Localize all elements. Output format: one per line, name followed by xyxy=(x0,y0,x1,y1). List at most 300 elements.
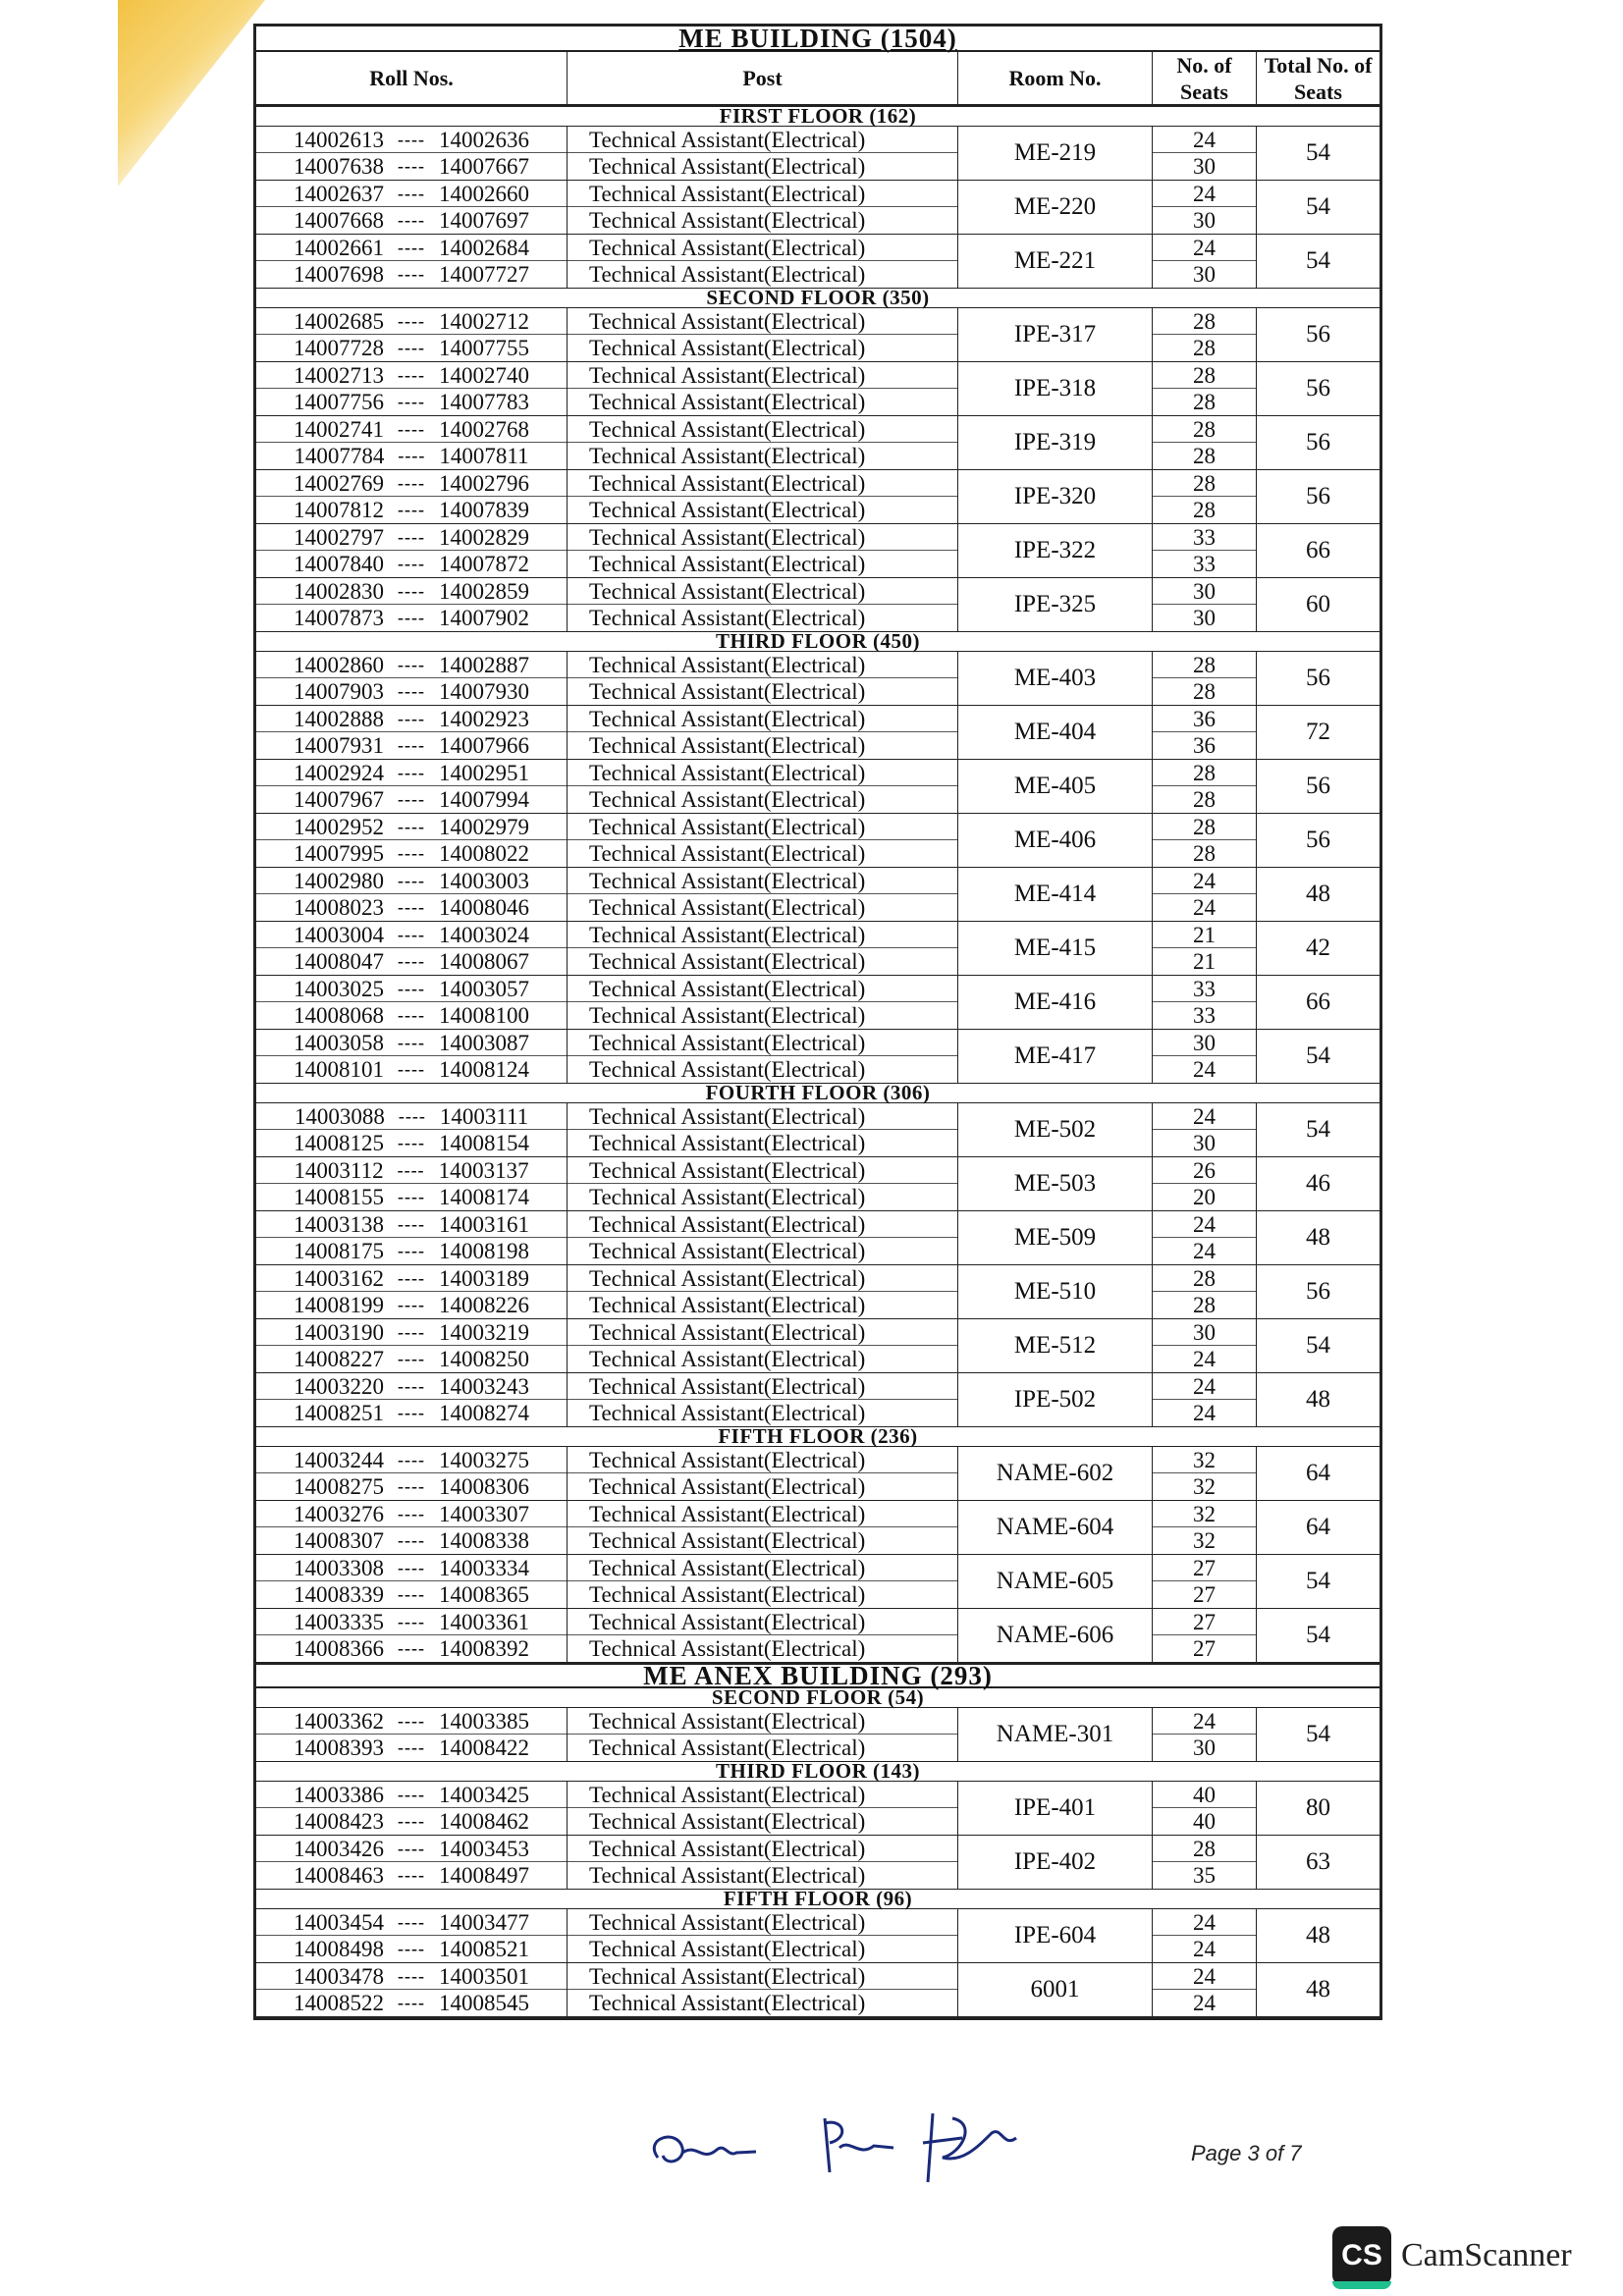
table-header xyxy=(256,52,1380,107)
roll-to: 14002829 xyxy=(438,524,529,550)
room-header: Room No. xyxy=(958,52,1153,104)
seats-cell xyxy=(1153,1373,1257,1426)
post-name: Technical Assistant(Electrical) xyxy=(568,1373,957,1400)
room-group xyxy=(256,760,1380,814)
room-number: IPE-604 xyxy=(958,1909,1153,1962)
room-number: IPE-319 xyxy=(958,416,1153,469)
roll-range xyxy=(256,1527,567,1554)
room-group xyxy=(256,416,1380,470)
roll-from: 14007873 xyxy=(294,606,384,630)
range-dash: ---- xyxy=(398,1911,425,1932)
post-name: Technical Assistant(Electrical) xyxy=(568,416,957,443)
post-cell xyxy=(568,922,958,975)
range-dash: ---- xyxy=(398,1476,425,1496)
post-name: Technical Assistant(Electrical) xyxy=(589,949,866,974)
post-cell xyxy=(568,1447,958,1500)
post-cell xyxy=(568,706,958,759)
total-seats: 54 xyxy=(1306,1568,1330,1594)
roll-cell xyxy=(256,416,568,469)
roll-from: 14002952 xyxy=(294,814,384,839)
range-dash: ---- xyxy=(398,1811,425,1831)
post-name: Technical Assistant(Electrical) xyxy=(589,787,866,812)
total-seats: 56 xyxy=(1306,321,1330,347)
roll-from: 14008522 xyxy=(294,1991,384,2015)
range-dash: ---- xyxy=(398,708,425,728)
roll-from: 14002637 xyxy=(294,181,384,206)
seat-count: 28 xyxy=(1153,814,1256,840)
roll-cell xyxy=(256,1555,568,1608)
seats-cell xyxy=(1153,1909,1257,1962)
roll-to: 14008365 xyxy=(438,1582,529,1607)
roll-range xyxy=(256,1990,567,2016)
post-cell xyxy=(568,1501,958,1554)
range-dash: ---- xyxy=(398,1939,425,1958)
roll-range xyxy=(256,1002,567,1029)
range-dash: ---- xyxy=(398,1267,425,1288)
roll-range xyxy=(256,814,567,840)
total-seats: 80 xyxy=(1306,1794,1330,1821)
roll-to: 14003003 xyxy=(438,868,529,893)
room-number: ME-512 xyxy=(958,1319,1153,1372)
range-dash: ---- xyxy=(398,1105,426,1126)
roll-range xyxy=(256,1184,567,1210)
roll-from: 14003025 xyxy=(294,976,384,1001)
seat-count: 30 xyxy=(1193,208,1216,233)
roll-range xyxy=(256,1862,567,1889)
range-dash: ---- xyxy=(398,1005,425,1025)
roll-to: 14008226 xyxy=(438,1293,529,1317)
post-name: Technical Assistant(Electrical) xyxy=(568,1447,957,1473)
roll-to: 14003307 xyxy=(438,1501,529,1526)
roll-from: 14003454 xyxy=(294,1909,384,1935)
roll-from: 14008047 xyxy=(294,949,384,974)
seats-cell xyxy=(1153,922,1257,975)
roll-range xyxy=(256,1581,567,1608)
room-number: ME-219 xyxy=(958,127,1153,180)
range-dash: ---- xyxy=(398,1187,425,1206)
room-number: IPE-318 xyxy=(958,362,1153,415)
seat-count: 33 xyxy=(1153,524,1256,551)
post-cell xyxy=(568,1030,958,1083)
roll-from: 14002980 xyxy=(294,868,384,893)
seat-count: 28 xyxy=(1193,498,1216,522)
seats-cell xyxy=(1153,1319,1257,1372)
room-group xyxy=(256,181,1380,235)
roll-from: 14003478 xyxy=(294,1963,384,1989)
seats-cell xyxy=(1153,416,1257,469)
post-cell xyxy=(568,1836,958,1889)
seat-count: 24 xyxy=(1153,1211,1256,1238)
range-dash: ---- xyxy=(398,1584,425,1604)
range-dash: ---- xyxy=(398,1965,425,1986)
seats-cell xyxy=(1153,181,1257,234)
seat-count: 21 xyxy=(1153,922,1256,948)
range-dash: ---- xyxy=(398,843,425,863)
roll-cell xyxy=(256,524,568,577)
roll-range xyxy=(256,706,567,732)
range-dash: ---- xyxy=(398,264,425,284)
post-name: Technical Assistant(Electrical) xyxy=(589,444,866,468)
total-seats: 48 xyxy=(1306,1976,1330,2002)
roll-from: 14008307 xyxy=(294,1528,384,1553)
post-name: Technical Assistant(Electrical) xyxy=(568,868,957,894)
roll-from: 14008498 xyxy=(294,1937,384,1961)
seat-count: 28 xyxy=(1153,1265,1256,1292)
roll-range xyxy=(256,732,567,759)
room-number: ME-509 xyxy=(958,1211,1153,1264)
room-group xyxy=(256,922,1380,976)
room-group xyxy=(256,235,1380,289)
seat-count: 40 xyxy=(1153,1782,1256,1808)
post-name: Technical Assistant(Electrical) xyxy=(589,1735,866,1760)
seat-count: 27 xyxy=(1153,1609,1256,1635)
seat-count: 24 xyxy=(1153,181,1256,207)
range-dash: ---- xyxy=(398,924,425,944)
room-group xyxy=(256,1265,1380,1319)
room-number: NAME-604 xyxy=(958,1501,1153,1554)
seat-count: 28 xyxy=(1193,390,1216,414)
seat-count: 20 xyxy=(1193,1185,1216,1209)
roll-to: 14008521 xyxy=(438,1937,529,1961)
seat-count: 32 xyxy=(1193,1474,1216,1499)
room-group xyxy=(256,1103,1380,1157)
post-name: Technical Assistant(Electrical) xyxy=(589,1991,866,2015)
roll-range xyxy=(256,868,567,894)
roll-range xyxy=(256,389,567,415)
roll-cell xyxy=(256,1501,568,1554)
post-cell xyxy=(568,1909,958,1962)
seat-count: 33 xyxy=(1193,1003,1216,1028)
range-dash: ---- xyxy=(398,762,425,782)
seats-cell xyxy=(1153,652,1257,705)
range-dash: ---- xyxy=(398,156,425,176)
roll-cell xyxy=(256,1373,568,1426)
post-name: Technical Assistant(Electrical) xyxy=(589,208,866,233)
post-name: Technical Assistant(Electrical) xyxy=(589,606,866,630)
roll-from: 14008101 xyxy=(294,1057,384,1082)
roll-to: 14003453 xyxy=(438,1836,529,1861)
roll-from: 14007698 xyxy=(294,262,384,287)
seat-count: 30 xyxy=(1193,154,1216,179)
seat-count: 24 xyxy=(1193,1347,1216,1371)
roll-to: 14002887 xyxy=(438,652,529,677)
roll-to: 14003057 xyxy=(438,976,529,1001)
total-seats: 56 xyxy=(1306,665,1330,691)
room-group xyxy=(256,814,1380,868)
roll-from: 14008251 xyxy=(294,1401,384,1425)
roll-from: 14007967 xyxy=(294,787,384,812)
roll-to: 14002979 xyxy=(438,814,529,839)
seat-count: 28 xyxy=(1153,362,1256,389)
roll-cell xyxy=(256,1963,568,2016)
roll-range xyxy=(256,497,567,523)
post-name: Technical Assistant(Electrical) xyxy=(568,470,957,497)
room-number: IPE-317 xyxy=(958,308,1153,361)
range-dash: ---- xyxy=(398,237,425,257)
post-name: Technical Assistant(Electrical) xyxy=(568,1501,957,1527)
seat-count: 24 xyxy=(1193,1239,1216,1263)
range-dash: ---- xyxy=(398,1784,425,1804)
roll-from: 14002888 xyxy=(294,706,384,731)
seat-plan-table xyxy=(253,24,1382,2020)
post-name: Technical Assistant(Electrical) xyxy=(568,706,957,732)
roll-header: Roll Nos. xyxy=(256,52,568,104)
total-seats: 42 xyxy=(1306,934,1330,961)
room-group xyxy=(256,652,1380,706)
roll-range xyxy=(256,1030,567,1056)
total-seats: 56 xyxy=(1306,827,1330,853)
roll-cell xyxy=(256,470,568,523)
room-group xyxy=(256,1157,1380,1211)
roll-to: 14008306 xyxy=(438,1474,529,1499)
roll-to: 14002859 xyxy=(438,578,529,604)
roll-from: 14008125 xyxy=(294,1131,384,1155)
roll-from: 14002661 xyxy=(294,235,384,260)
range-dash: ---- xyxy=(398,183,425,203)
roll-from: 14007668 xyxy=(294,208,384,233)
seat-count: 28 xyxy=(1153,760,1256,786)
range-dash: ---- xyxy=(398,1213,425,1234)
roll-from: 14002685 xyxy=(294,308,384,334)
roll-range xyxy=(256,181,567,207)
range-dash: ---- xyxy=(398,210,425,230)
roll-range xyxy=(256,362,567,389)
roll-from: 14003244 xyxy=(294,1447,384,1472)
post-name: Technical Assistant(Electrical) xyxy=(589,1239,866,1263)
roll-to: 14008124 xyxy=(438,1057,529,1082)
seat-count: 24 xyxy=(1193,1937,1216,1961)
room-group xyxy=(256,578,1380,632)
seat-count: 24 xyxy=(1153,1103,1256,1130)
roll-range xyxy=(256,551,567,577)
seats-cell xyxy=(1153,1157,1257,1210)
seat-count: 30 xyxy=(1153,1030,1256,1056)
post-name: Technical Assistant(Electrical) xyxy=(589,1937,866,1961)
total-seats: 46 xyxy=(1306,1170,1330,1197)
roll-from: 14008275 xyxy=(294,1474,384,1499)
roll-from: 14002613 xyxy=(294,127,384,152)
range-dash: ---- xyxy=(398,1032,425,1052)
roll-to: 14002740 xyxy=(438,362,529,388)
roll-cell xyxy=(256,1265,568,1318)
post-name: Technical Assistant(Electrical) xyxy=(589,1057,866,1082)
seat-count: 24 xyxy=(1153,127,1256,153)
camscanner-logo: CS xyxy=(1332,2226,1391,2285)
post-name: Technical Assistant(Electrical) xyxy=(589,1636,866,1661)
room-group xyxy=(256,1609,1380,1663)
roll-to: 14008250 xyxy=(438,1347,529,1371)
range-dash: ---- xyxy=(398,1059,425,1079)
post-cell xyxy=(568,1265,958,1318)
range-dash: ---- xyxy=(398,1530,425,1550)
room-number: 6001 xyxy=(958,1963,1153,2016)
post-name: Technical Assistant(Electrical) xyxy=(568,1030,957,1056)
post-name: Technical Assistant(Electrical) xyxy=(568,235,957,261)
room-number: ME-405 xyxy=(958,760,1153,813)
roll-from: 14007784 xyxy=(294,444,385,468)
roll-range xyxy=(256,1808,567,1835)
floor-title: FIRST FLOOR (162) xyxy=(256,107,1380,127)
room-number: NAME-602 xyxy=(958,1447,1153,1500)
post-name: Technical Assistant(Electrical) xyxy=(589,895,866,920)
range-dash: ---- xyxy=(398,816,425,836)
room-group xyxy=(256,706,1380,760)
room-group xyxy=(256,976,1380,1030)
range-dash: ---- xyxy=(398,364,425,385)
range-dash: ---- xyxy=(398,446,426,465)
post-name: Technical Assistant(Electrical) xyxy=(568,976,957,1002)
seats-cell xyxy=(1153,814,1257,867)
roll-cell xyxy=(256,1211,568,1264)
total-seats: 60 xyxy=(1306,591,1330,617)
roll-to: 14007839 xyxy=(438,498,529,522)
post-name: Technical Assistant(Electrical) xyxy=(568,1555,957,1581)
roll-range xyxy=(256,235,567,261)
roll-to: 14008100 xyxy=(438,1003,529,1028)
roll-range xyxy=(256,840,567,867)
range-dash: ---- xyxy=(398,1403,425,1422)
room-group xyxy=(256,1708,1380,1762)
range-dash: ---- xyxy=(398,1321,425,1342)
roll-from: 14007638 xyxy=(294,154,384,179)
roll-range xyxy=(256,1473,567,1500)
roll-from: 14008366 xyxy=(294,1636,384,1661)
room-number: ME-403 xyxy=(958,652,1153,705)
seats-cell xyxy=(1153,760,1257,813)
range-dash: ---- xyxy=(398,1241,425,1260)
roll-range xyxy=(256,1400,567,1426)
total-seats: 56 xyxy=(1306,773,1330,799)
seat-count: 30 xyxy=(1153,1319,1256,1346)
roll-range xyxy=(256,308,567,335)
roll-from: 14008423 xyxy=(294,1809,384,1834)
roll-from: 14003088 xyxy=(294,1103,385,1129)
range-dash: ---- xyxy=(398,1611,425,1631)
floor-title: THIRD FLOOR (450) xyxy=(256,632,1380,652)
room-number: IPE-502 xyxy=(958,1373,1153,1426)
post-cell xyxy=(568,127,958,180)
range-dash: ---- xyxy=(398,310,425,331)
roll-to: 14002923 xyxy=(438,706,529,731)
range-dash: ---- xyxy=(398,500,425,519)
roll-cell xyxy=(256,1030,568,1083)
range-dash: ---- xyxy=(398,1638,425,1658)
room-number: IPE-401 xyxy=(958,1782,1153,1835)
seat-count: 28 xyxy=(1153,652,1256,678)
range-dash: ---- xyxy=(398,1349,425,1368)
post-name: Technical Assistant(Electrical) xyxy=(589,1401,866,1425)
seat-count: 24 xyxy=(1153,235,1256,261)
post-cell xyxy=(568,308,958,361)
roll-to: 14003111 xyxy=(439,1103,529,1129)
room-group xyxy=(256,1909,1380,1963)
roll-cell xyxy=(256,308,568,361)
room-number: NAME-606 xyxy=(958,1609,1153,1662)
seat-count: 28 xyxy=(1153,416,1256,443)
roll-to: 14002660 xyxy=(438,181,529,206)
range-dash: ---- xyxy=(398,526,425,547)
post-name: Technical Assistant(Electrical) xyxy=(568,127,957,153)
roll-to: 14007902 xyxy=(438,606,529,630)
post-name: Technical Assistant(Electrical) xyxy=(568,1708,957,1735)
seat-count: 28 xyxy=(1193,1293,1216,1317)
roll-range xyxy=(256,1735,567,1761)
seats-header: No. of Seats xyxy=(1153,52,1257,104)
roll-to: 14003161 xyxy=(438,1211,529,1237)
roll-range xyxy=(256,760,567,786)
roll-from: 14007903 xyxy=(294,679,384,704)
room-number: ME-416 xyxy=(958,976,1153,1029)
roll-to: 14007994 xyxy=(438,787,529,812)
post-name: Technical Assistant(Electrical) xyxy=(568,1157,957,1184)
floor-title: FIFTH FLOOR (96) xyxy=(256,1890,1380,1909)
total-seats: 48 xyxy=(1306,1224,1330,1251)
camscanner-watermark xyxy=(1332,2226,1572,2285)
seat-count: 24 xyxy=(1193,1991,1216,2015)
seat-count: 24 xyxy=(1193,1057,1216,1082)
seat-count: 26 xyxy=(1153,1157,1256,1184)
roll-to: 14003501 xyxy=(438,1963,529,1989)
roll-range xyxy=(256,1319,567,1346)
post-name: Technical Assistant(Electrical) xyxy=(568,1782,957,1808)
roll-cell xyxy=(256,1708,568,1761)
roll-from: 14007756 xyxy=(294,390,384,414)
post-name: Technical Assistant(Electrical) xyxy=(589,498,866,522)
post-name: Technical Assistant(Electrical) xyxy=(589,1131,866,1155)
roll-range xyxy=(256,1936,567,1962)
roll-to: 14008497 xyxy=(438,1863,529,1888)
total-seats: 64 xyxy=(1306,1460,1330,1486)
roll-to: 14008154 xyxy=(438,1131,529,1155)
roll-range xyxy=(256,1211,567,1238)
post-cell xyxy=(568,1963,958,2016)
roll-from: 14003362 xyxy=(294,1708,384,1734)
seat-count: 28 xyxy=(1193,679,1216,704)
roll-to: 14007697 xyxy=(438,208,529,233)
roll-from: 14008068 xyxy=(294,1003,384,1028)
range-dash: ---- xyxy=(398,580,425,601)
post-name: Technical Assistant(Electrical) xyxy=(589,1863,866,1888)
roll-range xyxy=(256,1346,567,1372)
post-cell xyxy=(568,814,958,867)
roll-to: 14008338 xyxy=(438,1528,529,1553)
seat-count: 27 xyxy=(1193,1582,1216,1607)
roll-to: 14007966 xyxy=(438,733,529,758)
total-seats: 54 xyxy=(1306,1042,1330,1069)
roll-to: 14008274 xyxy=(438,1401,529,1425)
post-cell xyxy=(568,181,958,234)
roll-from: 14003112 xyxy=(294,1157,384,1183)
total-seats: 66 xyxy=(1306,537,1330,563)
seat-count: 24 xyxy=(1153,1909,1256,1936)
roll-from: 14003335 xyxy=(294,1609,384,1634)
range-dash: ---- xyxy=(398,418,425,439)
roll-to: 14002712 xyxy=(438,308,529,334)
roll-from: 14008155 xyxy=(294,1185,384,1209)
roll-range xyxy=(256,1555,567,1581)
roll-to: 14007872 xyxy=(438,552,529,576)
room-group xyxy=(256,1963,1380,2017)
roll-cell xyxy=(256,868,568,921)
post-name: Technical Assistant(Electrical) xyxy=(568,1319,957,1346)
room-group xyxy=(256,308,1380,362)
range-dash: ---- xyxy=(398,1993,425,2012)
roll-to: 14003243 xyxy=(438,1373,529,1399)
post-name: Technical Assistant(Electrical) xyxy=(568,181,957,207)
seats-cell xyxy=(1153,1030,1257,1083)
seats-cell xyxy=(1153,235,1257,288)
roll-to: 14008422 xyxy=(438,1735,529,1760)
